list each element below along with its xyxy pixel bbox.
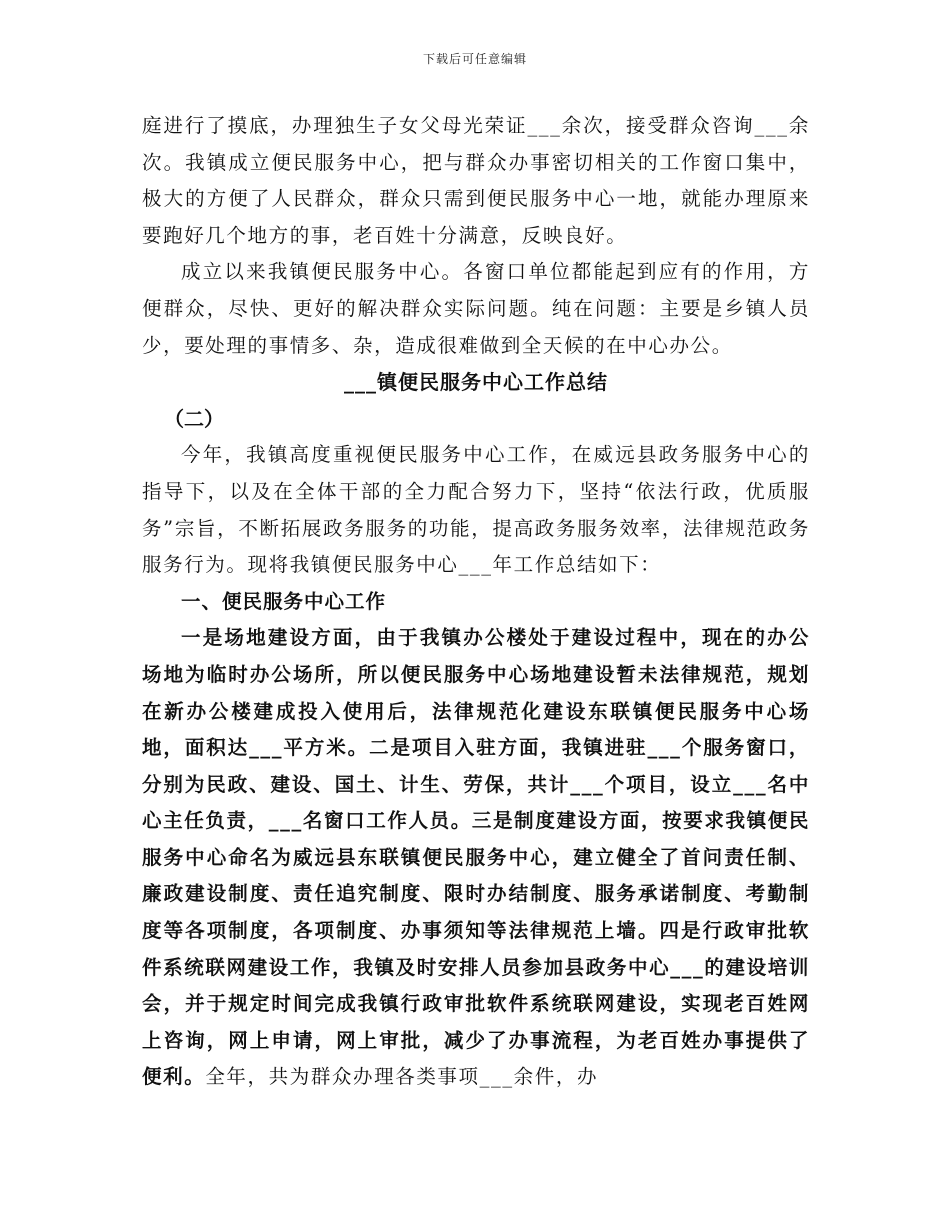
paragraph-4	[142, 620, 810, 1096]
paragraph-2: 成立以来我镇便民服务中心。各窗口单位都能起到应有的作用，方便群众，尽快、更好的解决群众实际问题。纯在问题：主要是乡镇人员少，要处理的事情多、杂，造成很难做到全天候的在中心办公。	[142, 260, 810, 357]
section-subtitle: （二）	[164, 406, 224, 431]
page-header: 下载后可任意编辑	[422, 52, 527, 66]
paragraph-3: 今年，我镇高度重视便民服务中心工作，在威远县政务服务中心的指导下，以及在全体干部的全力配合努力下，坚持“依法行政，优质服务”宗旨，不断拓展政务服务的功能，提高政务服务效率，法律规范政务服务行为。现将我镇便民服务中心___年工作总结如下：	[142, 443, 810, 577]
paragraph-4-normal-text: 全年，共为群众办理各类事项___余件，办	[205, 1065, 599, 1089]
paragraph-1: 庭进行了摸底，办理独生子女父母光荣证___余次，接受群众咨询___余次。我镇成立便民服务中心，把与群众办事密切相关的工作窗口集中，极大的方便了人民群众，群众只需到便民服务中心一地，就能办理原来要跑好几个地方的事，老百姓十分满意，反映良好。	[142, 114, 810, 247]
paragraph-4-bold-text: 一是场地建设方面，由于我镇办公楼处于建设过程中，现在的办公场地为临时办公场所，所以便民服务中心场地建设暂未法律规范，规划在新办公楼建成投入使用后，法律规范化建设东联镇便民服务中心场地，面积达___平方米。二是项目入驻方面，我镇进驻___个服务窗口，分别为民政、建设、国土、计生、劳保，共计___个项目，设立___名中心主任负责，___名窗口工作人员。三是制度建设方面，按要求我镇便民服务中心命名为威远县东联镇便民服务中心，建立健全了首问责任制、廉政建设制度、责任追究制度、限时办结制度、服务承诺制度、考勤制度等各项制度，各项制度、办事须知等法律规范上墙。四是行政审批软件系统联网建设工作，我镇及时安排人员参加县政务中心___的建设培训会，并于规定时间完成我镇行政审批软件系统联网建设，实现老百姓网上咨询，网上申请，网上审批，减少了办事流程，为老百姓办事提供了便利。	[142, 626, 810, 1089]
section-title: ___镇便民服务中心工作总结	[344, 370, 608, 395]
heading-1: 一、便民服务中心工作	[181, 589, 387, 613]
document-body	[142, 108, 810, 1096]
